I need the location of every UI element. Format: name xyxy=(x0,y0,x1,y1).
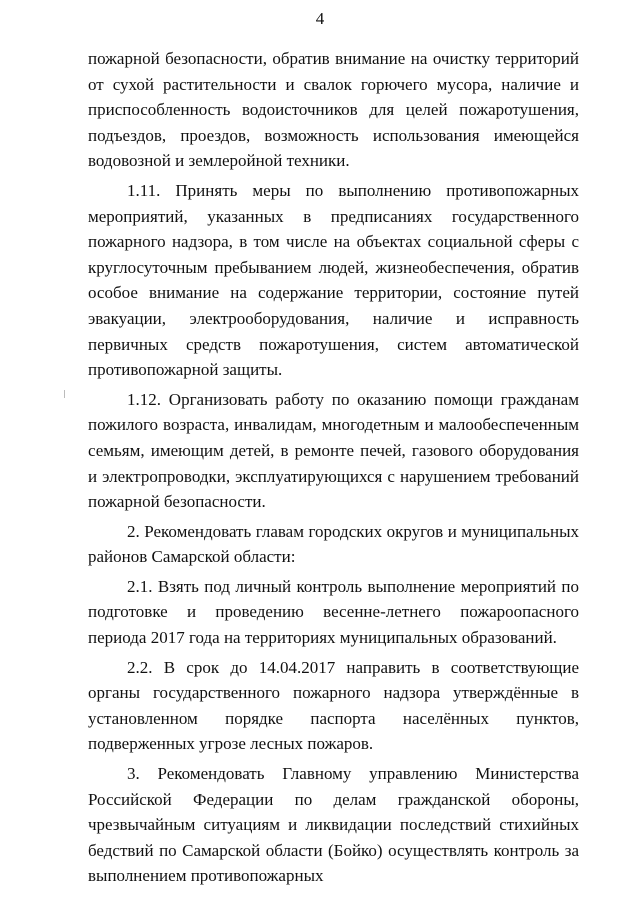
paragraph-1-12: 1.12. Организовать работу по оказанию помощи гражданам пожилого возраста, инвалидам, многодетным и малообеспеченным семьям, имеющим детей, в ремонте печей, газового оборудования и электропроводки, эксплуатирующихся с нарушением требований пожарной безопасности. xyxy=(88,389,579,512)
paragraph-1-11: 1.11. Принять меры по выполнению противопожарных мероприятий, указанных в предписаниях государственного пожарного надзора, в том числе на объектах социальной сферы с круглосуточным пребыванием людей, жизнеобеспечения, обратив особое внимание на содержание территории, состояние путей эвакуации, электрооборудования, наличие и исправность первичных средств пожаротушения, систем автоматической противопожарной защиты. xyxy=(88,180,579,380)
paragraph-2: 2. Рекомендовать главам городских округов и муниципальных районов Самарской области: xyxy=(88,521,579,567)
margin-mark xyxy=(64,390,65,398)
document-body xyxy=(88,46,579,889)
paragraph-2-2: 2.2. В срок до 14.04.2017 направить в соответствующие органы государственного пожарного надзора утверждённые в установленном порядке паспорта населённых пунктов, подверженных угрозе лесных пожаров. xyxy=(88,657,579,754)
paragraph-3: 3. Рекомендовать Главному управлению Министерства Российской Федерации по делам гражданской обороны, чрезвычайным ситуациям и ликвидации последствий стихийных бедствий по Самарской области (Бойко) осуществлять контроль за выполнением противопожарных xyxy=(88,764,579,886)
page-number: 4 xyxy=(315,9,325,28)
paragraph-2-1: 2.1. Взять под личный контроль выполнение мероприятий по подготовке и проведению весенне-летнего пожароопасного периода 2017 года на территориях муниципальных образований. xyxy=(88,576,579,648)
paragraph-continuation: пожарной безопасности, обратив внимание на очистку территорий от сухой растительности и свалок горючего мусора, наличие и приспособленность водоисточников для целей пожаротушения, подъездов, проездов, возможность использования имеющейся водовозной и землеройной техники. xyxy=(88,49,579,171)
